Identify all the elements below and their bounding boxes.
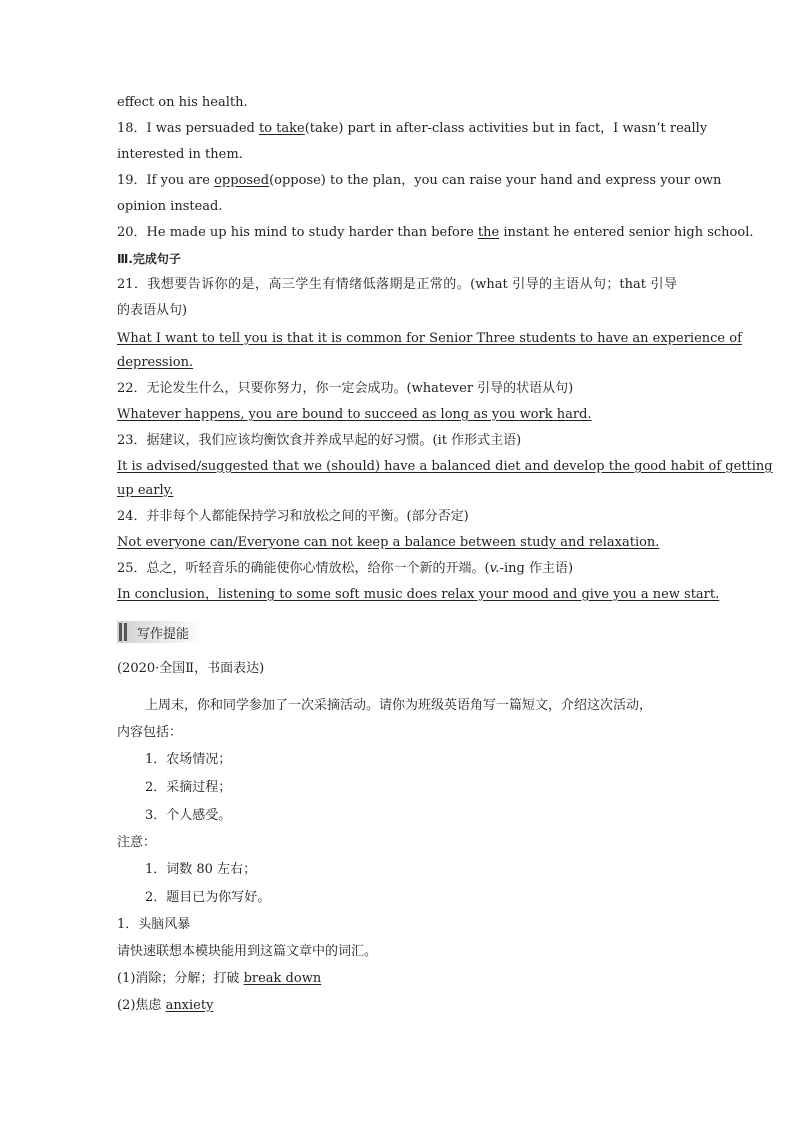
question-23: 23．据建议，我们应该均衡饮食并养成早起的好习惯。(it 作形式主语) <box>117 433 522 448</box>
vocab-item-2 <box>117 997 213 1015</box>
section-heading-3: Ⅲ.完成句子 <box>117 252 181 266</box>
content-item-3: 3．个人感受。 <box>145 808 232 823</box>
sentence-fragment: (oppose) to the plan，you can raise your hand and express your own <box>269 173 722 188</box>
text-line <box>117 94 248 112</box>
content-item-2: 2．采摘过程； <box>145 780 232 795</box>
vocab-item-1 <box>117 970 321 988</box>
step-description: 请快速联想本模块能用到这篇文章中的词汇。 <box>117 944 378 959</box>
answer-20: the <box>477 225 500 240</box>
question-24: 24．并非每个人都能保持学习和放松之间的平衡。(部分否定) <box>117 509 469 524</box>
bar-icon <box>119 623 122 641</box>
sentence-fragment: interested in them. <box>117 147 243 162</box>
note-item-1: 1．词数 80 左右； <box>145 862 257 877</box>
sentence-fragment: 19．If you are <box>117 173 215 188</box>
answer-21-cont: depression. <box>117 355 194 370</box>
sentence-fragment: 18．I was persuaded <box>117 121 259 136</box>
exercise-19 <box>117 172 722 190</box>
text-line <box>117 198 223 216</box>
writing-prompt: 上周末，你和同学参加了一次采摘活动。请你为班级英语角写一篇短文，介绍这次活动， <box>145 698 653 713</box>
answer-24: Not everyone can/Everyone can not keep a balance between study and relaxation. <box>117 535 660 550</box>
exercise-18 <box>117 120 708 138</box>
bar-icon <box>124 623 127 641</box>
answer-23: It is advised/suggested that we (should) have a balanced diet and develop the good habit of getting <box>117 459 773 474</box>
writing-source: (2020·全国Ⅱ，书面表达) <box>117 661 265 676</box>
sentence-fragment: 25．总之，听轻音乐的确能使你心情放松，给你一个新的开端。( <box>117 561 490 576</box>
answer-19: opposed <box>214 173 270 188</box>
question-21: 21．我想要告诉你的是，高三学生有情绪低落期是正常的。(what 引导的主语从句；that 引导 <box>117 277 677 292</box>
answer-21: What I want to tell you is that it is common for Senior Three students to have an experience of <box>117 331 742 346</box>
content-item-1: 1．农场情况； <box>145 752 232 767</box>
answer-22: Whatever happens, you are bound to succeed as long as you work hard. <box>117 407 592 422</box>
question-25 <box>117 560 573 578</box>
writing-prompt-cont: 内容包括： <box>117 725 183 740</box>
sentence-fragment: 20．He made up his mind to study harder than before <box>117 225 478 240</box>
text-line <box>117 146 243 164</box>
vocab-label: (1)消除；分解；打破 <box>117 971 244 986</box>
vocab-answer: break down <box>243 971 322 986</box>
vocab-answer: anxiety <box>165 998 214 1013</box>
sentence-fragment: opinion instead. <box>117 199 223 214</box>
sentence-fragment: effect on his health. <box>117 95 248 110</box>
note-heading: 注意： <box>117 835 157 850</box>
sentence-fragment: v. <box>489 561 500 576</box>
vocab-label: (2)焦虑 <box>117 998 166 1013</box>
exercise-20 <box>117 224 753 242</box>
sentence-fragment: -ing 作主语) <box>499 561 574 576</box>
text-line: 的表语从句) <box>117 303 188 318</box>
answer-18: to take <box>259 121 305 136</box>
sentence-fragment: instant he entered senior high school. <box>499 225 754 240</box>
question-22: 22．无论发生什么，只要你努力，你一定会成功。(whatever 引导的状语从句) <box>117 381 574 396</box>
section-header-writing <box>117 621 205 643</box>
answer-25: In conclusion，listening to some soft music does relax your mood and give you a new start. <box>117 587 720 602</box>
section-title: 写作提能 <box>137 626 190 642</box>
sentence-fragment: (take) part in after-class activities but in fact，I wasn’t really <box>304 121 708 136</box>
answer-23-cont: up early. <box>117 483 174 498</box>
step-heading: 1．头脑风暴 <box>117 917 191 932</box>
note-item-2: 2．题目已为你写好。 <box>145 890 271 905</box>
